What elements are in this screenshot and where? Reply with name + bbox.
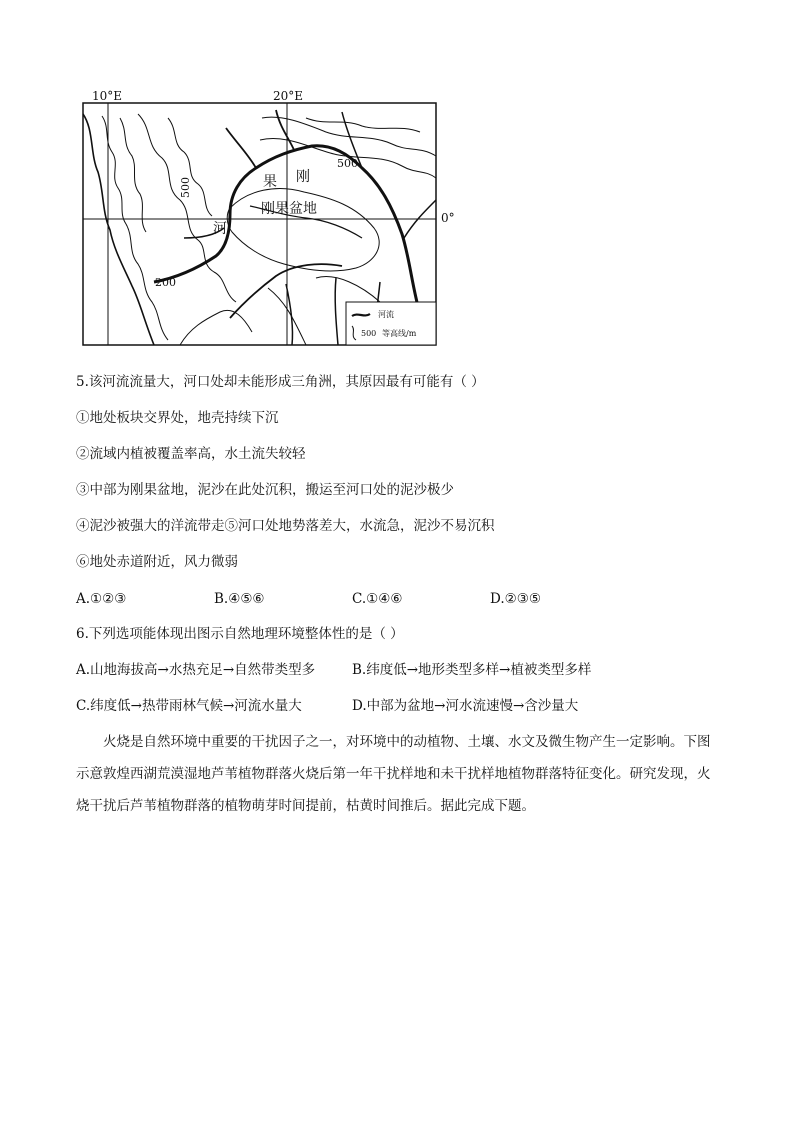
contour-500-west: [138, 114, 236, 302]
river-name-char-guo: 果: [263, 174, 277, 190]
question-5-statement-6: ⑥地处赤道附近，风力微弱: [76, 554, 238, 570]
contour-west-inner: [168, 118, 212, 216]
reading-passage: 火烧是自然环境中重要的干扰因子之一，对环境中的动植物、土壤、水文及微生物产生一定影响。下图示意敦煌西湖荒漠湿地芦苇植物群落火烧后第一年干扰样地和未干扰样地植物群落特征变化。研究发现，火烧干扰后芦苇植物群落的植物萌芽时间提前，枯黄时间推后。据此完成下题。: [76, 734, 711, 814]
question-5-option-a[interactable]: A.①②③: [76, 591, 127, 607]
question-5-statement-3: ③中部为刚果盆地，泥沙在此处沉积，搬运至河口处的泥沙极少: [76, 482, 454, 498]
longitude-10e-label: 10°E: [92, 89, 123, 103]
legend-contour-value: 500: [361, 329, 377, 338]
question-5-stem: 5.该河流流量大，河口处却未能形成三角洲，其原因最有可能有（ ）: [76, 374, 485, 390]
legend-contour-label: 等高线/m: [382, 329, 417, 338]
contour-500-label-west: 500: [179, 177, 192, 198]
river-name-char-he: 河: [213, 221, 227, 237]
legend-river-symbol: [352, 314, 370, 316]
question-6-option-a[interactable]: A.山地海拔高→水热充足→自然带类型多: [76, 662, 316, 678]
contour-northeast-3: [306, 118, 420, 132]
longitude-20e-label: 20°E: [273, 89, 304, 103]
question-5-option-c[interactable]: C.①④⑥: [352, 591, 403, 607]
legend-river-label: 河流: [378, 310, 394, 319]
contour-200: [102, 116, 168, 340]
question-6-option-d[interactable]: D.中部为盆地→河水流速慢→含沙量大: [352, 698, 579, 714]
question-5-statement-4-5: ④泥沙被强大的洋流带走⑤河口处地势落差大，水流急，泥沙不易沉积: [76, 518, 495, 534]
tributary-ubangi: [276, 110, 294, 150]
question-6-stem: 6.下列选项能体现出图示自然地理环境整体性的是（ ）: [76, 626, 404, 642]
contour-200-b: [120, 118, 146, 232]
congo-basin-map: [80, 88, 470, 358]
coastline: [83, 114, 154, 345]
map-graphic: [80, 88, 470, 358]
legend-box: [346, 302, 436, 345]
equator-label: 0°: [441, 211, 455, 225]
question-5-option-b[interactable]: B.④⑤⑥: [214, 591, 265, 607]
tributary-north: [226, 128, 256, 168]
tributary-south-2: [335, 278, 338, 345]
question-6-option-b[interactable]: B.纬度低→地形类型多样→植被类型多样: [352, 662, 592, 678]
contour-south-1: [180, 310, 252, 345]
question-5-statement-2: ②流域内植被覆盖率高，水土流失较轻: [76, 446, 306, 462]
river-name-char-gang: 刚: [296, 169, 310, 185]
question-5-statement-1: ①地处板块交界处，地壳持续下沉: [76, 410, 279, 426]
tributary-kasai: [230, 264, 342, 318]
basin-name-label: 刚果盆地: [261, 201, 317, 217]
contour-500-label-east: 500: [337, 157, 358, 170]
question-5-option-d[interactable]: D.②③⑤: [490, 591, 541, 607]
question-6-option-c[interactable]: C.纬度低→热带雨林气候→河流水量大: [76, 698, 302, 714]
contour-200-label: 200: [155, 276, 176, 289]
